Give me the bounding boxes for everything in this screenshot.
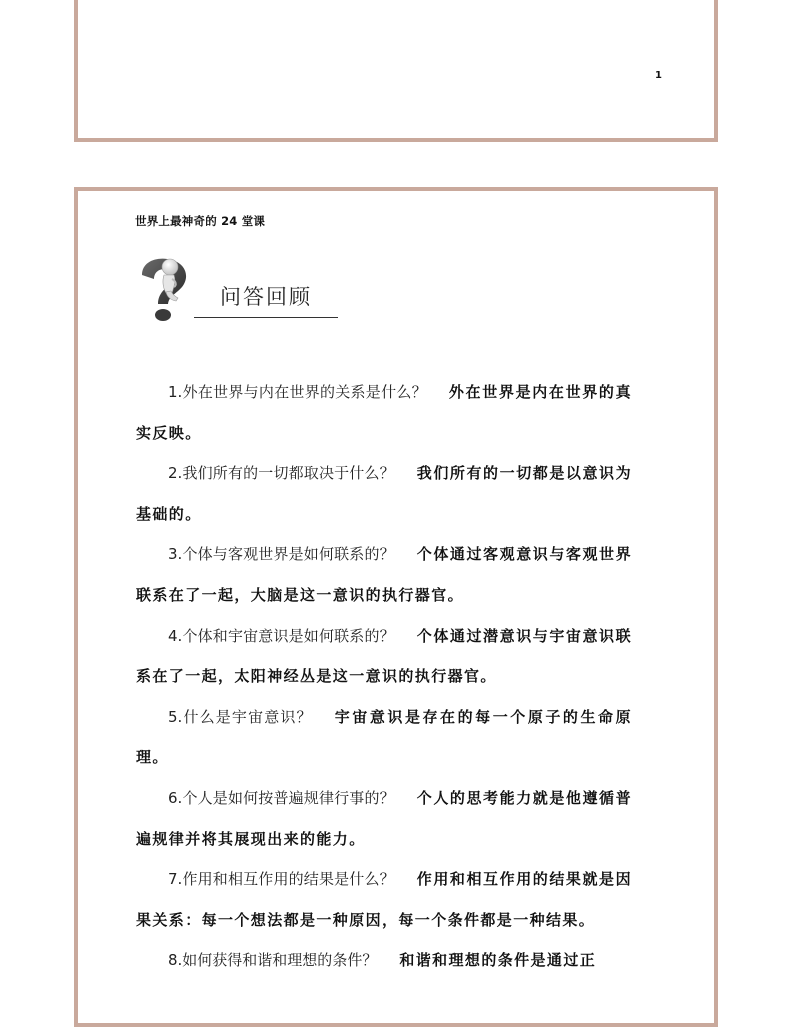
current-page — [74, 187, 718, 1027]
question: 7.作用和相互作用的结果是什么？ — [168, 870, 395, 889]
section-title: 问答回顾 — [220, 285, 312, 309]
answer: 我们所有的一切都是以意识为基础的。 — [136, 464, 632, 523]
answer: 个体通过潜意识与宇宙意识联系在了一起，太阳神经丛是这一意识的执行器官。 — [136, 626, 632, 686]
previous-page — [74, 0, 718, 142]
qa-list — [136, 372, 632, 981]
question: 4.个体和宇宙意识是如何联系的？ — [168, 626, 395, 645]
running-header: 世界上最神奇的 24 堂课 — [135, 214, 266, 228]
question: 5.什么是宇宙意识？ — [168, 707, 313, 726]
answer: 宇宙意识是存在的每一个原子的生命原理。 — [136, 707, 633, 767]
page-number: 1 — [655, 70, 662, 81]
thinking-figure-question-mark-icon — [136, 257, 216, 323]
qa-item-4 — [136, 616, 632, 697]
heading-underline — [194, 317, 338, 318]
qa-item-6 — [136, 778, 632, 859]
qa-item-5 — [136, 697, 632, 778]
answer: 个体通过客观意识与客观世界联系在了一起，大脑是这一意识的执行器官。 — [136, 545, 632, 604]
question: 8.如何获得和谐和理想的条件？ — [168, 951, 378, 970]
question: 6.个人是如何按普遍规律行事的？ — [168, 788, 395, 807]
qa-item-7 — [136, 859, 632, 940]
question: 1.外在世界与内在世界的关系是什么？ — [168, 383, 427, 401]
question: 3.个体与客观世界是如何联系的？ — [168, 545, 395, 564]
answer: 外在世界是内在世界的真实反映。 — [136, 383, 632, 442]
qa-item-8 — [136, 940, 632, 981]
answer: 作用和相互作用的结果就是因果关系：每一个想法都是一种原因，每一个条件都是一种结果。 — [136, 870, 632, 929]
answer: 个人的思考能力就是他遵循普遍规律并将其展现出来的能力。 — [136, 788, 632, 848]
qa-item-2 — [136, 453, 632, 534]
question: 2.我们所有的一切都取决于什么？ — [168, 464, 395, 483]
qa-item-3 — [136, 534, 632, 615]
qa-item-1 — [136, 372, 632, 453]
section-heading — [136, 257, 346, 327]
answer: 和谐和理想的条件是通过正 — [399, 951, 597, 970]
